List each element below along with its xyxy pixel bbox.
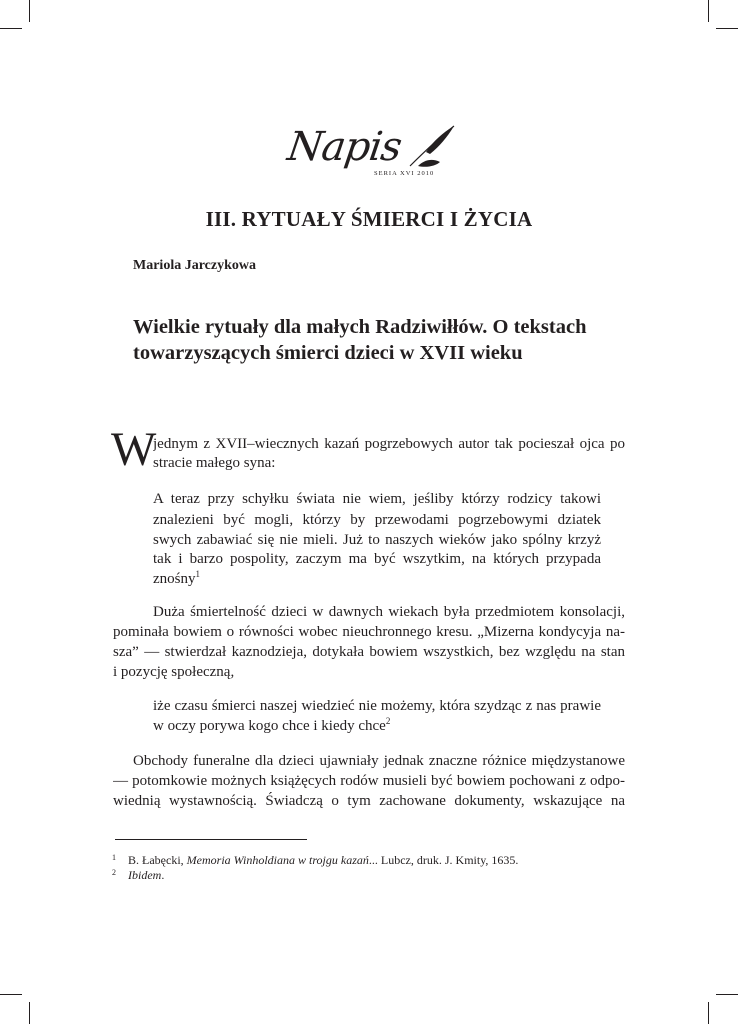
body-text-line: Obchody funeralne dla dzieci ujawniały jednak znaczne różnice międzystanowe [133, 753, 625, 769]
body-text-line: jednym z XVII–wiecznych kazań pogrzebowych autor tak pocieszał ojca po [153, 436, 625, 452]
footnote-number: 1 [112, 853, 116, 862]
footnote-text: ... Lubcz, druk. J. Kmity, 1635. [368, 853, 519, 867]
quote-text: w oczy porywa kogo chce i kiedy chce [153, 718, 386, 734]
body-text-line: pominała bowiem o równości wobec nieuchronnego kresu. „Mizerna kondycyja na- [113, 624, 625, 640]
quill-icon [396, 122, 456, 168]
crop-mark [29, 1002, 30, 1024]
body-text-line: wiednią wystawnością. Świadczą o tym zachowane dokumenty, wskazujące na [113, 793, 625, 809]
body-text-line [133, 603, 625, 621]
crop-mark [708, 0, 709, 22]
footnote [112, 853, 518, 868]
quote-line [153, 717, 390, 735]
footnote-ref: 2 [385, 716, 391, 726]
quote-line: znalezieni być mogli, którzy by przewodami pogrzebowymi dziatek [153, 512, 601, 528]
body-text: Duża śmiertelność dzieci w dawnych wiekach była przedmiotem konsolacji, [153, 604, 625, 620]
author-name: Mariola Jarczykowa [133, 258, 256, 273]
quote-line: iże czasu śmierci naszej wiedzieć nie możemy, która szydząc z nas prawie [153, 698, 601, 714]
quote-line: A teraz przy schyłku świata nie wiem, jeśliby którzy rodzicy takowi [153, 491, 601, 507]
body-text-line: stracie małego syna: [153, 455, 276, 471]
quote-line: swych zabawiać się nie mieli. Już to naszych wieków jako spólny krzyż [153, 532, 601, 548]
quote-line [153, 570, 200, 588]
quote-line: tak i barzo pospolity, zaczym ma być wszytkim, na których przypada [153, 551, 601, 567]
footnote-work-title: Ibidem [128, 868, 162, 882]
footnote-divider [115, 839, 307, 840]
footnote [112, 868, 164, 883]
footnote-text: . [161, 868, 165, 882]
body-text-line: sza” — stwierdzał kaznodzieja, dotykała bowiem wszystkich, bez względu na stan [113, 644, 625, 660]
footnote-text: B. Łabęcki, [128, 853, 187, 867]
crop-mark [0, 28, 22, 29]
article-title-line: Wielkie rytuały dla małych Radziwiłłów. O tekstach [133, 316, 587, 338]
article-title [133, 314, 653, 366]
logo-subtitle: SERIA XVI 2010 [374, 170, 435, 177]
journal-logo [286, 122, 456, 184]
section-title: III. RYTUAŁY ŚMIERCI I ŻYCIA [205, 207, 533, 231]
crop-mark [708, 1002, 709, 1024]
footnote-number: 2 [112, 868, 116, 877]
article-title-line: towarzyszących śmierci dzieci w XVII wieku [133, 342, 523, 364]
drop-cap: W [111, 423, 157, 476]
crop-mark [716, 994, 738, 995]
footnote-work-title: Memoria Winholdiana w trojgu kazań [186, 853, 369, 867]
crop-mark [716, 28, 738, 29]
body-text-line: i pozycję społeczną, [113, 664, 235, 680]
crop-mark [29, 0, 30, 22]
quote-text: znośny [153, 571, 196, 587]
logo-wordmark: Napis [284, 124, 405, 170]
footnote-ref: 1 [195, 569, 200, 579]
body-text-line: — potomkowie możnych książęcych rodów musieli być bowiem pochowani z odpo- [113, 773, 625, 789]
crop-mark [0, 994, 22, 995]
